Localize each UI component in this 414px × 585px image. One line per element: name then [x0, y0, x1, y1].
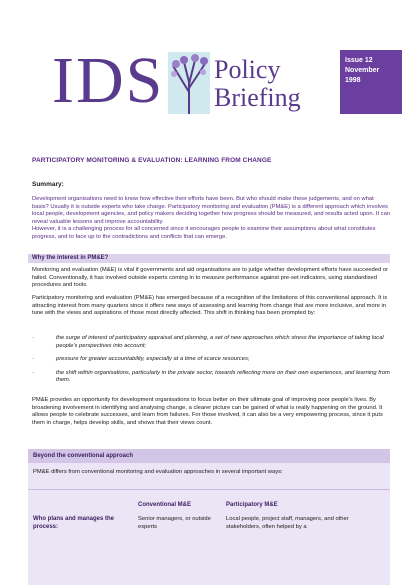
- table-heading-bar: [28, 449, 390, 463]
- bullet-text: the surge of interest of participatory appraisal and planning, a set of new approaches which stress the importance of taking local people's perspectives into account;: [56, 335, 384, 349]
- summary-label: Summary:: [32, 181, 64, 188]
- list-item: [32, 356, 392, 364]
- bullet-text: pressure for greater accountability, especially at a time of scarce resources;: [56, 356, 250, 363]
- issue-year: 1998: [345, 77, 361, 84]
- body-paragraph: PM&E provides an opportunity for development organisations to focus better on their ultimate goal of improving poor people's lives. By broadening involvement in identifying and analysing change, a clearer picture can be gained of what is really happening on the ground. It allows people to celebrate successes, and learn from failures. For those involved, it can also be a very empowering process, since it puts them in charge, helps develop skills, and shows that their views count.: [32, 397, 383, 426]
- section-heading-bar: [28, 254, 390, 263]
- cell-conventional: Senior managers, or outside experts: [138, 516, 211, 530]
- issue-month: November: [345, 67, 380, 74]
- bullet-text: the shift within organisations, particularly in the private sector, towards reflecting more on their own experiences, and learning from them.: [56, 369, 390, 384]
- list-item: [32, 335, 392, 350]
- body-paragraph: Participatory monitoring and evaluation (PM&E) has emerged because of a recognition of the limitations of this conventional approach. It is attracting interest from many quarters since it offers new ways of assessing and learning from change that are more inclusive, and more in tune with the views and aspirations of those most directly affected. This shift in thinking has been prompted by:: [32, 295, 388, 317]
- bullet-list: [32, 335, 392, 391]
- summary-paragraph: Development organisations need to know how effective their efforts have been. But who should make these judgements, and on what basis? Usually it is outside experts who take charge. Participatory monitoring and evaluation (PM&E) is a different approach which involves local people, development agencies, and policy makers deciding together how progress should be measured, and results acted upon. It can reveal valuable lessons and improve accountability.: [32, 196, 391, 225]
- column-header-conventional: Conventional M&E: [138, 502, 192, 508]
- section-heading: Why the interest in PM&E?: [32, 255, 109, 261]
- bullet-icon: ·: [32, 356, 34, 363]
- row-label: Who plans and manages the process:: [33, 516, 115, 530]
- summary-paragraph: However, it is a challenging process for all concerned since it encourages people to examine their assumptions about what constitutes progress, and to face up to the contradictions and conflicts that can emerge.: [32, 226, 376, 240]
- logo-briefing-text: Briefing: [214, 83, 301, 112]
- body-paragraph: Monitoring and evaluation (M&E) is vital if governments and aid organisations are to judge whether development efforts have succeeded or failed. Conventionally, it has involved outside experts coming in to measure performance against pre-set indicators, using standardised procedures and tools.: [32, 267, 388, 289]
- cell-participatory: Local people, project staff, managers, and other stakeholders, often helped by a: [226, 516, 349, 530]
- logo-policy-text: Policy: [214, 55, 281, 84]
- bullet-icon: ·: [32, 369, 34, 376]
- comparison-table: [28, 449, 390, 585]
- table-intro: PM&E differs from conventional monitoring and evaluation approaches in several important ways:: [33, 469, 283, 475]
- column-header-participatory: Participatory M&E: [226, 502, 278, 508]
- divider: [28, 489, 390, 490]
- list-item: [32, 370, 392, 385]
- bullet-icon: ·: [32, 335, 34, 341]
- page-title: PARTICIPATORY MONITORING & EVALUATION: LEARNING FROM CHANGE: [32, 157, 272, 164]
- issue-badge: [340, 50, 402, 114]
- logo-ids-text: IDS: [52, 44, 165, 117]
- summary-text: [32, 196, 392, 242]
- masthead: [0, 0, 414, 140]
- table-heading: Beyond the conventional approach: [33, 453, 134, 459]
- tree-logo-icon: [168, 52, 210, 114]
- issue-number: Issue 12: [345, 57, 373, 64]
